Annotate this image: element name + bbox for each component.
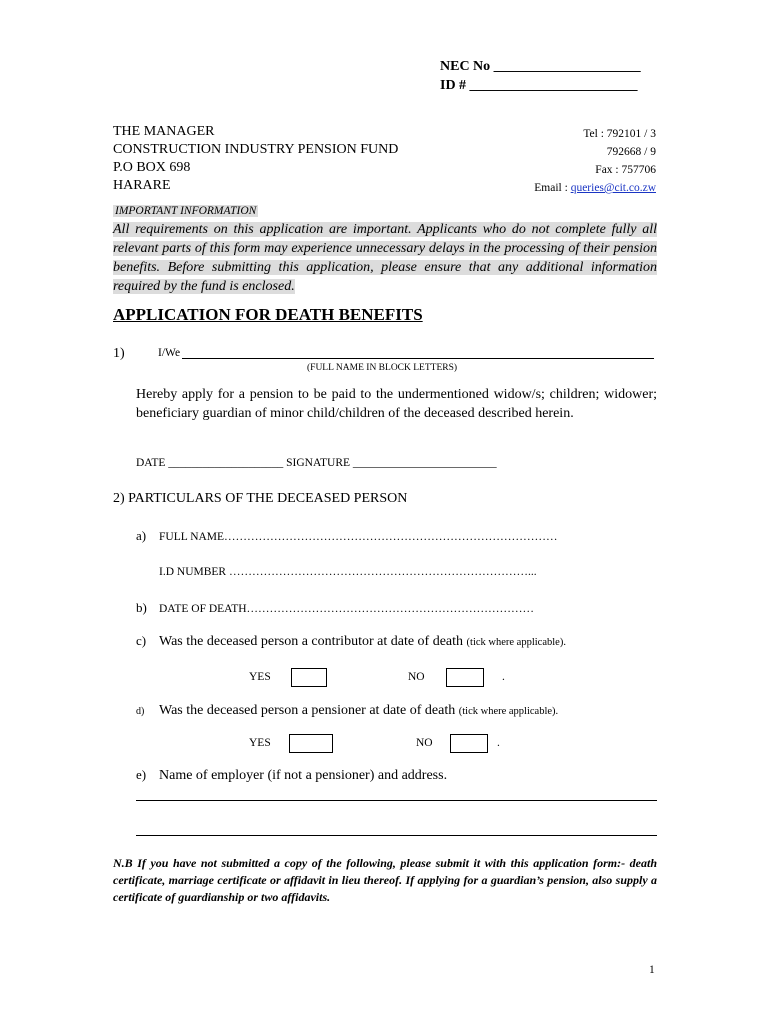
recipient-address [113,123,398,195]
contributor-question [136,633,566,650]
hereby-statement: Hereby apply for a pension to be paid to the undermentioned widow/s; children; widower; beneficiary guardian of minor child/children of the deceased described herein. [136,387,657,421]
employer-address-line-2[interactable] [136,835,657,836]
form-title: APPLICATION FOR DEATH BENEFITS [113,305,423,324]
item-label: b) [136,600,147,615]
telephone-2: 792668 / 9 [606,146,656,158]
pensioner-no-label: NO [416,737,433,749]
pensioner-question-text: Was the deceased person a pensioner at date of death [159,703,456,718]
section-1-number: 1) [113,346,125,361]
pensioner-yes-checkbox[interactable] [289,734,333,753]
date-signature-fields[interactable]: DATE ____________________ SIGNATURE _________________________ [136,457,497,469]
applicant-name-label: I/We [158,347,181,359]
block-letters-note: (FULL NAME IN BLOCK LETTERS) [307,363,458,373]
contributor-no-label: NO [408,671,425,683]
deceased-id-number-field[interactable]: I.D NUMBER ……………………………………………………………………... [159,566,537,578]
address-line: P.O BOX 698 [113,160,191,175]
deceased-full-name-field[interactable] [136,528,558,544]
item-label: a) [136,528,147,543]
address-line: HARARE [113,178,171,193]
contributor-question-text: Was the deceased person a contributor at date of death [159,634,464,649]
pensioner-question [136,703,558,719]
address-line: CONSTRUCTION INDUSTRY PENSION FUND [113,142,399,157]
section-2-title: 2) PARTICULARS OF THE DECEASED PERSON [113,491,408,506]
pensioner-dot: . [497,737,500,749]
date-of-death-field[interactable] [136,600,534,616]
address-line: THE MANAGER [113,124,215,139]
page-number: 1 [649,964,655,976]
applicant-name-line[interactable] [182,347,654,359]
telephone-1: Tel : 792101 / 3 [583,128,656,140]
id-number-field[interactable]: ID # ________________________ [440,78,638,93]
contributor-dot: . [502,671,505,683]
pensioner-no-checkbox[interactable] [450,734,488,753]
nec-number-field[interactable]: NEC No _____________________ [440,59,641,74]
pensioner-yes-label: YES [249,737,271,749]
item-label: e) [136,767,147,782]
important-information-text: All requirements on this application are important. Applicants who do not complete fully all relevant parts of this form may experience unnecessary delays in the processing of their pension benefits. Before submitting this application, please ensure that any additional information required by the fund is enclosed. [113,222,657,294]
contributor-yes-checkbox[interactable] [291,668,327,687]
employer-question [136,767,447,784]
nb-notice: N.B If you have not submitted a copy of the following, please submit it with this application form:- death certificate, marriage certificate or affidavit in lieu thereof. If applying for a guardian’s pension, also supply a certificate of guardianship or two affidavits. [113,856,657,904]
date-of-death-text: DATE OF DEATH………………………………………………………………… [159,603,535,615]
contributor-yes-label: YES [249,671,271,683]
nec-id-block [440,57,641,95]
full-name-text: FULL NAME…………………………………………………………………………… [159,531,558,543]
contributor-no-checkbox[interactable] [446,668,484,687]
email-row [534,179,656,197]
employer-address-line-1[interactable] [136,800,657,801]
tick-hint: (tick where applicable). [458,706,559,717]
important-information-body [113,220,657,296]
email-link[interactable]: queries@cit.co.zw [570,182,656,194]
applicant-name-field[interactable] [158,347,654,359]
fax-number: Fax : 757706 [595,164,656,176]
item-label: d) [136,706,145,717]
important-information-title: IMPORTANT INFORMATION [115,205,257,217]
tick-hint: (tick where applicable). [466,637,566,648]
contact-details [534,125,656,197]
item-label: c) [136,633,147,648]
email-label: Email : [534,182,571,194]
employer-question-text: Name of employer (if not a pensioner) and address. [159,768,448,783]
